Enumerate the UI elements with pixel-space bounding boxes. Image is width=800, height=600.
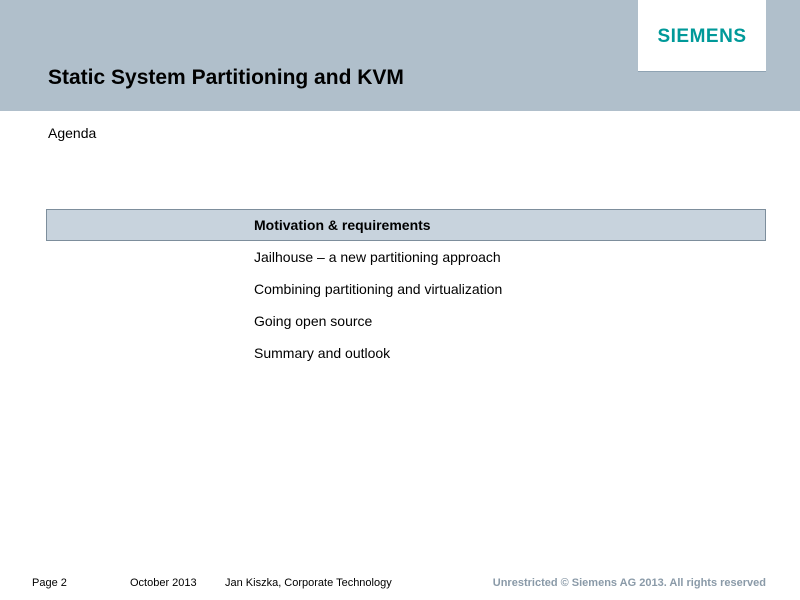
footer-page-number: Page 2	[32, 577, 67, 589]
footer-date: October 2013	[130, 577, 197, 589]
agenda-list	[46, 209, 766, 369]
siemens-logo	[638, 0, 766, 72]
footer-author: Jan Kiszka, Corporate Technology	[225, 577, 392, 589]
agenda-item-motivation: Motivation & requirements	[46, 209, 766, 241]
logo-text: SIEMENS	[657, 26, 747, 47]
agenda-item-jailhouse: Jailhouse – a new partitioning approach	[254, 249, 501, 265]
agenda-item-open-source: Going open source	[254, 313, 373, 329]
agenda-item-combining: Combining partitioning and virtualization	[254, 281, 503, 297]
footer	[0, 577, 800, 593]
slide-title: Static System Partitioning and KVM	[48, 66, 404, 89]
agenda-item-summary: Summary and outlook	[254, 345, 391, 361]
footer-copyright: Unrestricted © Siemens AG 2013. All rights reserved	[492, 577, 766, 589]
slide-subtitle: Agenda	[48, 125, 97, 141]
